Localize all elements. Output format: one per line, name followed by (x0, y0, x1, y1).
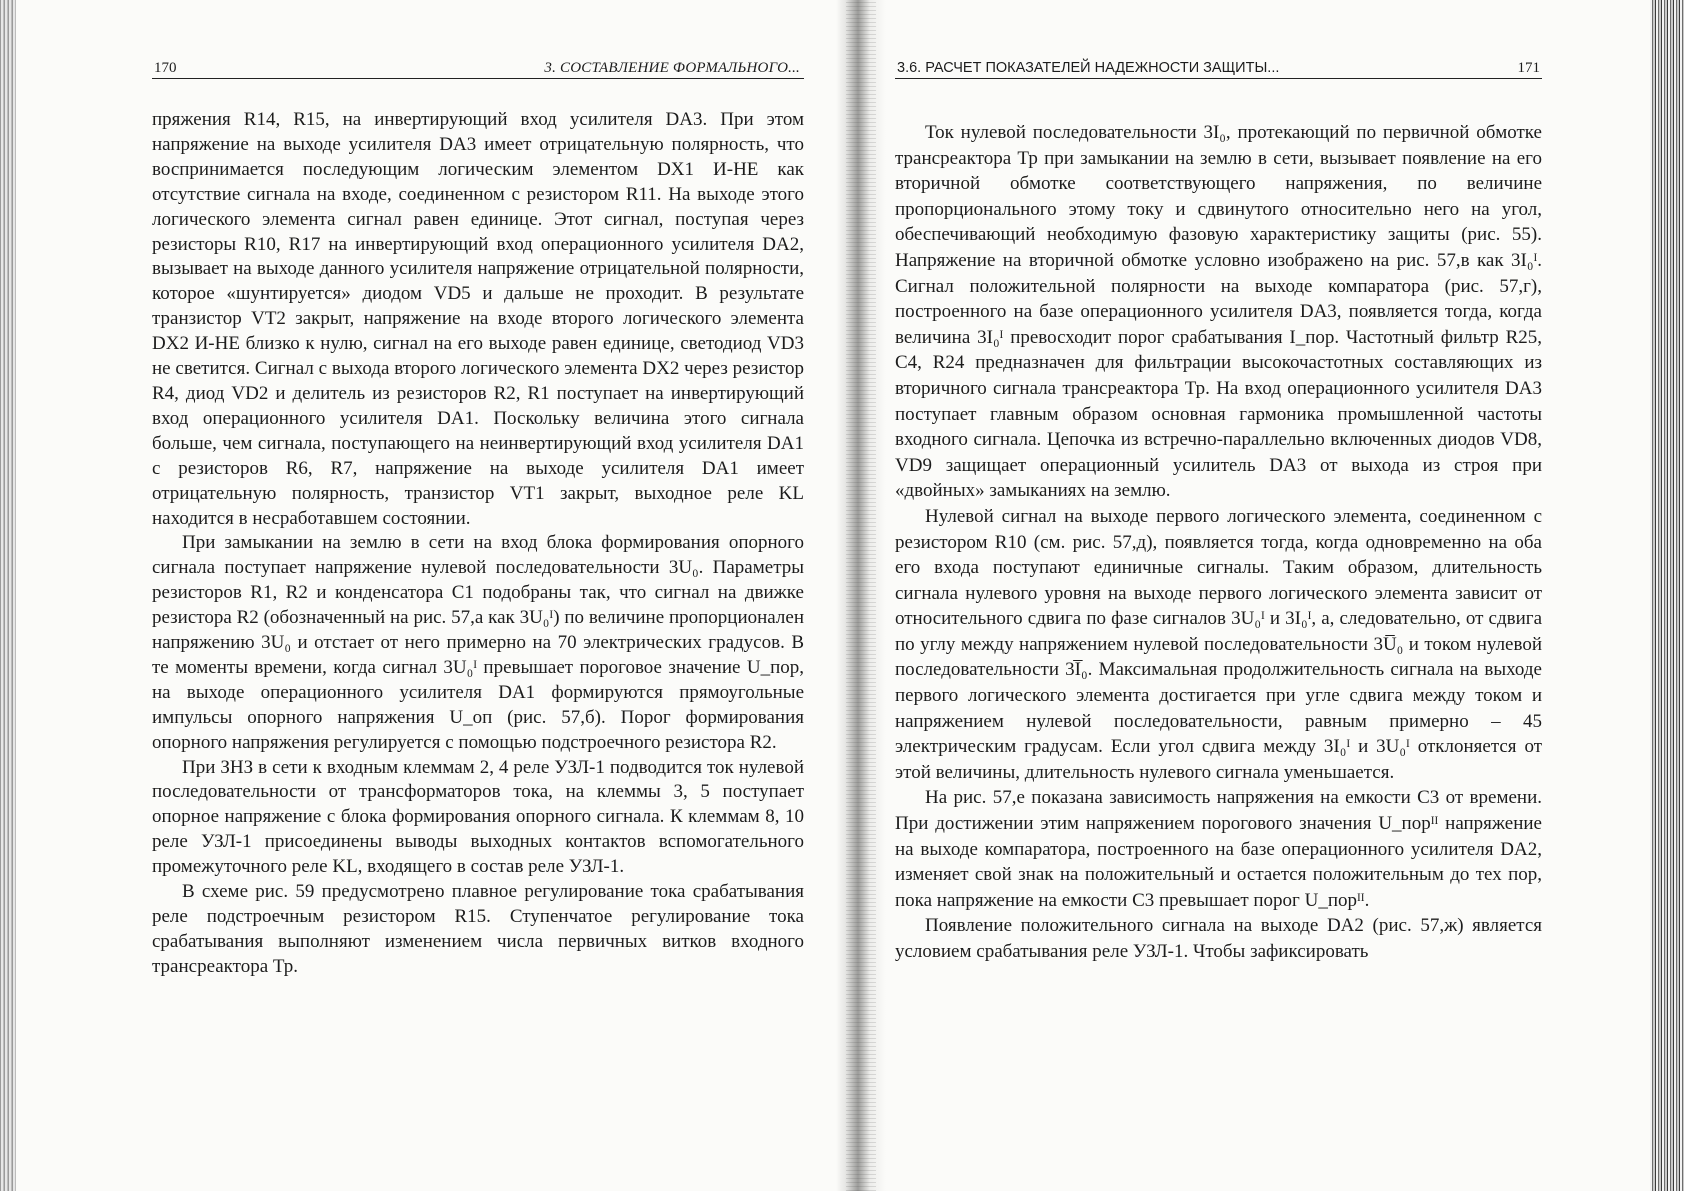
book-edge-left (0, 0, 16, 1191)
left-page (152, 0, 804, 1191)
right-running-header (895, 50, 1542, 79)
right-running-head-title: 3.6. РАСЧЕТ ПОКАЗАТЕЛЕЙ НАДЕЖНОСТИ ЗАЩИТЫ... (897, 60, 1280, 76)
left-paragraph-1: пряжения R14, R15, на инвертирующий вход усилителя DA3. При этом напряжение на выходе усилителя DA3 имеет отрицательную полярность, что воспринимается последующим логическим элементом DX1 И-НЕ как отсутствие сигнала на входе, соединенном с резистором R11. На выходе этого логического элемента сигнал равен единице. Этот сигнал, поступая через резисторы R10, R17 на инвертирующий вход операционного усилителя DA2, вызывает на выходе данного усилителя напряжение отрицательной полярности, которое «шунтируется» диодом VD5 и дальше не проходит. В результате транзистор VT2 закрыт, напряжение на входе второго логического элемента DX2 И-НЕ близко к нулю, сигнал на его выходе равен единице, светодиод VD3 не светится. Сигнал с выхода второго логического элемента DX2 через резистор R4, диод VD2 и делитель из резисторов R2, R1 поступает на инвертирующий вход операционного усилителя DA1. Поскольку величина этого сигнала больше, чем сигнала, поступающего на неинвертирующий вход усилителя DA1 с резисторов R6, R7, напряжение на выходе усилителя DA1 имеет отрицательную полярность, транзистор VT1 закрыт, выходное реле KL находится в несработавшем состоянии. (152, 109, 804, 529)
right-paragraph-3: На рис. 57,е показана зависимость напряжения на емкости C3 от времени. При достижении этим напряжением порогового значения U_порᴵᴵ напряжение на выходе компаратора, построенного на базе операционного усилителя DA2, изменяет свой знак на положительный и остается положительным до тех пор, пока напряжение на емкости C3 превышает порог U_порᴵᴵ. (895, 787, 1542, 911)
right-paragraph-1: Ток нулевой последовательности 3I₀, протекающий по первичной обмотке трансреактора Тр при замыкании на землю в сети, вызывает появление на его вторичной обмотке соответствующего напряжения, по величине пропорционального этому току и сдвинутого относительно него на угол, обеспечивающий необходимую фазовую характеристику защиты (рис. 55). Напряжение на вторичной обмотке условно изображено на рис. 57,в как 3I₀ᴵ. Сигнал положительной полярности на выходе компаратора (рис. 57,г), построенного на базе операционного усилителя DA3, появляется тогда, когда величина 3I₀ᴵ превосходит порог срабатывания I_пор. Частотный фильтр R25, C4, R24 предназначен для фильтрации высокочастотных составляющих из вторичного сигнала трансреактора Тр. На вход операционного усилителя DA3 поступает главным образом основная гармоника промышленной частоты входного сигнала. Цепочка из встречно-параллельно включенных диодов VD8, VD9 защищает операционный усилитель DA3 от выхода из строя при «двойных» замыканиях на землю. (895, 122, 1542, 502)
left-paragraph-4: В схеме рис. 59 предусмотрено плавное регулирование тока срабатывания реле подстроечным резистором R15. Ступенчатое регулирование тока срабатывания выполняют изменением числа первичных витков входного трансреактора Тр. (152, 881, 804, 977)
right-paragraph-4: Появление положительного сигнала на выходе DA2 (рис. 57,ж) является условием срабатывания реле УЗЛ-1. Чтобы зафиксировать (895, 915, 1542, 962)
left-running-header (152, 50, 804, 79)
right-page (895, 0, 1542, 1191)
right-page-number: 171 (1517, 60, 1540, 76)
book-edge-right (1650, 0, 1684, 1191)
left-page-number: 170 (154, 60, 177, 76)
left-page-body (152, 108, 804, 980)
left-running-head-title: 3. СОСТАВЛЕНИЕ ФОРМАЛЬНОГО... (544, 60, 800, 76)
right-page-body (895, 120, 1542, 965)
gutter-scan-noise (846, 0, 876, 1191)
left-paragraph-2: При замыкании на землю в сети на вход блока формирования опорного сигнала поступает напряжение нулевой последовательности 3U₀. Параметры резисторов R1, R2 и конденсатора C1 подобраны так, что сигнал на движке резистора R2 (обозначенный на рис. 57,а как 3U₀ᴵ) по величине пропорционален напряжению 3U₀ и отстает от него примерно на 70 электрических градусов. В те моменты времени, когда сигнал 3U₀ᴵ превышает пороговое значение U_пор, на выходе операционного усилителя DA1 формируются прямоугольные импульсы опорного напряжения U_оп (рис. 57,б). Порог формирования опорного напряжения регулируется с помощью подстроечного резистора R2. (152, 532, 804, 753)
left-paragraph-3: При ЗНЗ в сети к входным клеммам 2, 4 реле УЗЛ-1 подводится ток нулевой последовательности от трансформаторов тока, на клеммы 3, 5 поступает опорное напряжение с блока формирования опорного сигнала. К клеммам 8, 10 реле УЗЛ-1 присоединены выводы выходных контактов вспомогательного промежуточного реле KL, входящего в состав реле УЗЛ-1. (152, 756, 804, 878)
right-paragraph-2: Нулевой сигнал на выходе первого логического элемента, соединенном с резистором R10 (см. рис. 57,д), появляется тогда, когда одновременно на оба его входа поступают единичные сигналы. Таким образом, длительность сигнала нулевого уровня на выходе первого логического элемента зависит от относительного сдвига по фазе сигналов 3U₀ᴵ и 3I₀ᴵ, а, следовательно, от сдвига по углу между напряжением нулевой последовательности 3U̅₀ и током нулевой последовательности 3I̅₀. Максимальная продолжительность сигнала на выходе первого логического элемента достигается при угле сдвига между током и напряжением нулевой последовательности, равным примерно – 45 электрическим градусам. Если угол сдвига между 3I₀ᴵ и 3U₀ᴵ отклоняется от этой величины, длительность нулевого сигнала уменьшается. (895, 505, 1542, 783)
